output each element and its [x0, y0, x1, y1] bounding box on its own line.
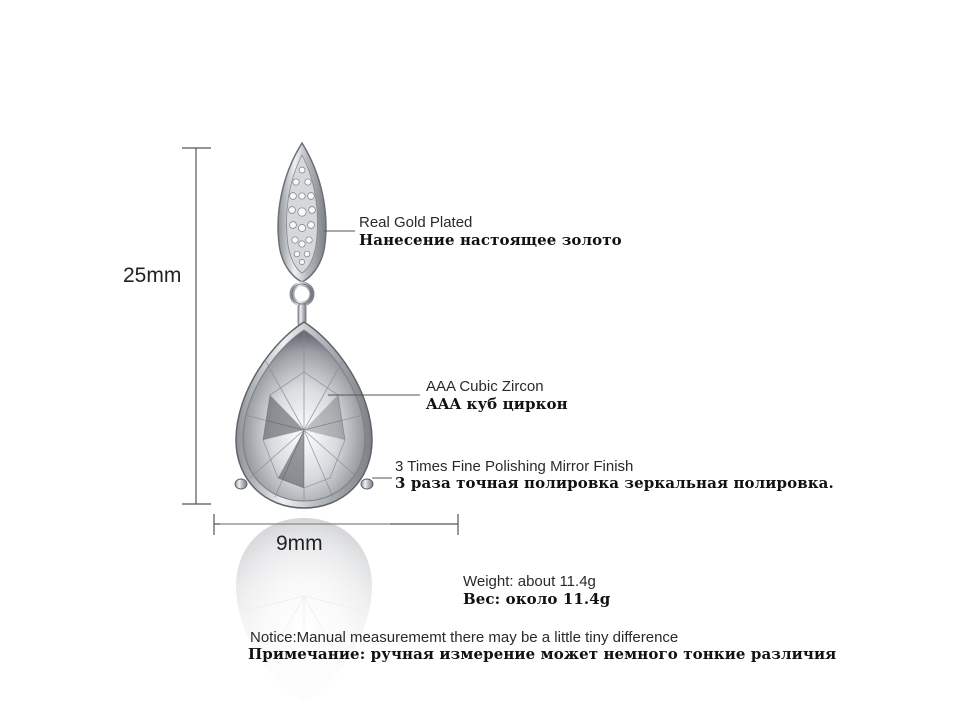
weight-label-en: Weight: about 11.4g: [463, 573, 596, 590]
width-label: 9mm: [276, 532, 323, 555]
marquise-top: [278, 143, 326, 282]
pear-stone: [235, 322, 373, 508]
connector-ring: [292, 284, 312, 326]
plating-label-en: Real Gold Plated: [359, 214, 473, 231]
finish-label-en: 3 Times Fine Polishing Mirror Finish: [395, 458, 634, 475]
weight-label-ru: Вес: около 11.4g: [463, 590, 611, 608]
stone-label-ru: AAA куб циркон: [426, 395, 568, 413]
height-label: 25mm: [123, 264, 182, 287]
notice-label-en: Notice:Manual measurememt there may be a little tiny difference: [250, 629, 679, 646]
height-dimension-line: [182, 148, 211, 504]
notice-label-ru: Примечание: ручная измерение может немного тонкие различия: [248, 645, 837, 663]
finish-label-ru: 3 раза точная полировка зеркальная полировка.: [395, 474, 834, 492]
plating-label-ru: Нанесение настоящее золото: [359, 231, 622, 249]
stone-label-en: AAA Cubic Zircon: [426, 378, 544, 395]
